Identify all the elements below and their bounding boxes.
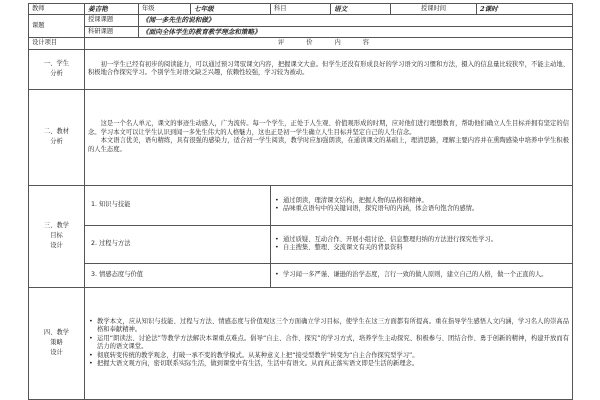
strategy-section-name-2: 设计 bbox=[50, 349, 63, 357]
objectives-section-name-1: 目标 bbox=[50, 232, 63, 240]
strategy-section-number: 四、教学 bbox=[43, 329, 70, 337]
objective-3-content bbox=[271, 263, 573, 287]
objective-1-label: 1. 知识与技能 bbox=[85, 185, 271, 225]
strategy-section-label bbox=[29, 287, 85, 399]
objective-3-label: 3. 情感态度与价值 bbox=[85, 263, 271, 287]
material-analysis-paragraph-1: 这是一个名人单元，课文的事迹生动感人，广为流传。每一个学生，正处于人生观、价值观形成的时期，应对他们进行理想教育，帮助他们确立人生目标并拥有坚定的信念。学习本文可以让学生认识到闻一多先生伟大的人格魅力，这也正是初一学生确立人生目标并坚定自己的人生信念。 bbox=[88, 120, 569, 136]
objective-3-bullet-1: • 学习闻一多严谨、谦逊的治学态度，言行一致的做人原则，建立自己的人格，做一个正直的人。 bbox=[274, 271, 569, 279]
teacher-name: 姜吉艳 bbox=[85, 4, 139, 15]
strategy-bullet-2: • 运用“朗读法、讨论法”等教学方法解决本课重点难点。倡导“自主、合作、探究”的学习方式，培养学生主动探究、积极参与、团结合作、勇于创新的精神，构建开放而有活力的语文课堂。 bbox=[88, 335, 569, 352]
strategy-section-name-1: 策略 bbox=[50, 339, 63, 347]
objective-1-bullet-1: • 通过朗读，理清课文结构，把握人物的品格和精神。 bbox=[274, 197, 569, 205]
material-analysis-cell bbox=[85, 89, 573, 185]
objective-2-label: 2. 过程与方法 bbox=[85, 225, 271, 263]
objectives-section-number: 三、教学 bbox=[43, 222, 70, 230]
lesson-topic-value: 《闻一多先生的说和做》 bbox=[139, 15, 573, 26]
strategy-bullet-4: • 把握大语文观方向，密切联系实际生活，做到课堂中有生活，生活中有语文。从而真正落实语文即是生活的新理念。 bbox=[88, 360, 569, 368]
strategy-bullet-1: • 教学本文，应从知识与技能、过程与方法、情感态度与价值观这三个方面确立学习目标，使学生在这三方面都有所提高。重在指导学生感悟人文内涵，学习名人的崇高品格和奉献精神。 bbox=[88, 318, 569, 335]
subject-label: 科目 bbox=[271, 4, 331, 15]
students-section-label bbox=[29, 49, 85, 89]
lesson-topic-label: 授课课题 bbox=[85, 15, 139, 26]
research-topic-value: 《面向全体学生的教育教学理念和策略》 bbox=[139, 26, 573, 37]
lesson-plan-table bbox=[28, 3, 573, 400]
material-section-label bbox=[29, 89, 85, 185]
design-item-label: 设计项目 bbox=[29, 38, 85, 49]
research-topic-label: 科研课题 bbox=[85, 26, 139, 37]
strategy-bullet-3: • 彻底转变传统的教学观念，打破一承不变的教学模式。从某种意义上把“接受型教学”转变为“自主合作探究型学习”。 bbox=[88, 352, 569, 360]
objective-1-bullet-2: • 品味重点语句中的关键词语，探究语句的内涵，体会语句饱含的感情。 bbox=[274, 205, 569, 213]
material-analysis-paragraph-2: 本文语言优美，语句精练，具有很强的感染力，适合初一学生阅读，教学时应加强朗读，在通读课文的基础上，理清思路，理解主要内容并在熏陶感染中培养中学生积极的人生态度。 bbox=[88, 137, 569, 153]
students-section-number: 一、学生 bbox=[43, 60, 70, 68]
subject-value: 语文 bbox=[331, 4, 391, 15]
objectives-section-name-2: 设计 bbox=[50, 242, 63, 250]
grade-value: 七年级 bbox=[191, 4, 271, 15]
objective-2-content bbox=[271, 225, 573, 263]
evaluation-content-label: 评 价 内 容 bbox=[85, 38, 573, 49]
objective-2-bullet-2: • 自主搜集、整理、交流课文有关的背景资料 bbox=[274, 244, 569, 252]
students-analysis-cell bbox=[85, 49, 573, 89]
material-section-name: 分析 bbox=[50, 138, 63, 146]
students-analysis-text: 初一学生已经有初步的阅读能力，可以通过预习驾驭课文内容，把握课文大意。但学生还没有形成良好的学习语文的习惯和方法，摄入的信息量比较狭窄，不能主动地、积极地合作探究学习。个别学生对语文缺乏兴趣，依赖性较强，学习较为被动。 bbox=[88, 60, 569, 77]
material-section-number: 二、教材 bbox=[43, 128, 70, 136]
objective-1-content bbox=[271, 185, 573, 225]
objective-2-bullet-1: • 通过质疑、互动合作、开展小组讨论、信息整理归纳的方法进行探究性学习。 bbox=[274, 236, 569, 244]
strategy-content bbox=[85, 287, 573, 399]
grade-label: 年级 bbox=[139, 4, 191, 15]
students-section-name: 分析 bbox=[50, 70, 63, 78]
objectives-section-label bbox=[29, 185, 85, 287]
hours-label: 授课时间 bbox=[391, 4, 477, 15]
hours-value: 2课时 bbox=[477, 4, 573, 15]
teacher-label: 教师 bbox=[29, 4, 85, 15]
topic-label: 课题 bbox=[29, 15, 85, 38]
